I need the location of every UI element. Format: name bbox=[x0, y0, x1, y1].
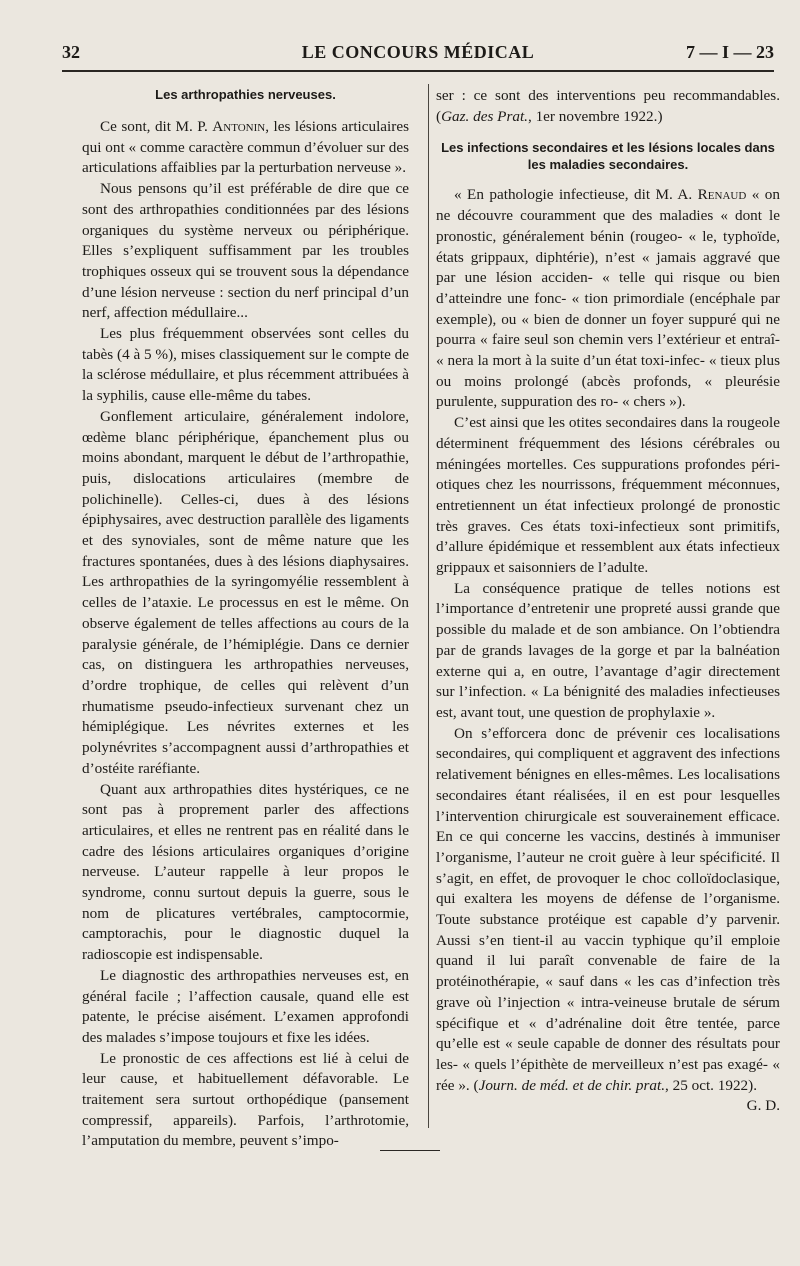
paragraph: Les plus fréquemment observées sont celles du tabès (4 à 5 %), mises classiquement sur le compte de la sclérose médullaire, et plus récemment attribuées à la syphilis, cause elle-même du tabes. bbox=[82, 325, 409, 405]
paragraph: Quant aux arthropathies dites hystériques, ce ne sont pas à proprement parler des affections articulaires, et elles ne rentrent pas en réalité dans le cadre des lésions articulaires organiques d’origine nerveuse. L’auteur rappelle à leur propos le syndrome, connu surtout depuis la guerre, sous le nom de plicatures vertébrales, camptocormie, camptorachis, pour le diagnostic duquel la radioscopie est indispensable. bbox=[82, 780, 409, 964]
page-number: 32 bbox=[62, 42, 80, 62]
issue-date: 7 — I — 23 bbox=[685, 42, 774, 62]
article-heading: Les infections secondaires et les lésions locales dans les maladies secondaires. bbox=[441, 140, 775, 173]
paragraph: « En pathologie infectieuse, dit M. A. Renaud « on ne découvre couramment que des maladies « dont le pronostic, généralement bénin (rougeo- « le, typhoïde, états grippaux, diphtérie), n’est « jamais aggravé que par une lésion acciden- « telle qui risque ou bien d’atteindre une fonc- « tion primordiale (encéphale par exemple), ou « bien de donner un foyer suppuré qui ne pourra « faire seul son chemin vers l’extérieur et entraî- « nera la mort à la suite d’un état toxi-infec- « tieux plus ou moins prolongé (abcès profonds, « pleurésie purulente, suppuration des ro- « chers »). bbox=[436, 186, 780, 411]
signature: G. D. bbox=[746, 1097, 780, 1115]
source-citation: Gaz. des Prat. bbox=[441, 107, 528, 125]
page-header bbox=[62, 38, 774, 68]
left-column bbox=[82, 86, 409, 1152]
paragraph: La conséquence pratique de telles notions est l’importance d’entretenir une propreté aussi grande que possible du malade et de son ambiance. On l’obtiendra par de grands lavages de la gorge et par la balnéation externe qui a, en outre, l’avantage d’agir directement sur l’infection. « La bénignité des maladies infectieuses est, avant tout, une question de prophylaxie ». bbox=[436, 579, 780, 721]
paragraph: Gonflement articulaire, généralement indolore, œdème blanc périphérique, épanchement plus ou moins abondant, marquent le début de l’arthropathie, puis, dislocations articulaires (membre de polichinelle). Celles-ci, dues à des lésions épiphysaires, avec destruction parallèle des ligaments et des synoviales, sont de même nature que les fractures spontanées, dues à des lésions diaphysaires. Les arthropathies de la syringomyélie ressemblent à celles de l’ataxie. Le processus en est le même. On observe également de telles affections au cours de la paralysie générale, de l’hémiplégie. Dans ce dernier cas, on distinguera les arthropathies nerveuses, d’ordre trophique, de celles qui relèvent d’un rhumatisme pseudo-infectieux survenant chez un hémiplégique. Les névrites externes et les polynévrites s’accompagnent aussi d’arthropathies et d’ostéite raréfiante. bbox=[82, 407, 409, 777]
author-name: Renaud bbox=[697, 186, 747, 204]
paragraph: Le diagnostic des arthropathies nerveuses est, en général facile ; l’affection causale, quand elle est patente, le précise aisément. L’examen approfondi des malades s’impose toujours et fixe les idées. bbox=[82, 966, 409, 1046]
paragraph: On s’efforcera donc de prévenir ces localisations secondaires, qui compliquent et aggravent des infections relativement bénignes en elles-mêmes. Les localisations secondaires étant réalisées, il en est pour lesquelles l’intervention chirurgicale est souverainement efficace. En ce qui concerne les vaccins, destinés à immuniser l’organisme, l’auteur ne croit guère à leur spécificité. Il s’agit, en effet, de provoquer le choc colloïdoclasique, qui exaltera les moyens de défense de l’organisme. Toute substance protéique est capable d’y parvenir. Aussi s’en tient-il au vaccin typhique qu’il emploie quand il lui paraît convenable de faire de la protéinothérapie, « sauf dans « les cas d’infection très grave où l’injection « intra-veineuse brutale de sérum spécifique et « d’adrénaline doit être tentée, parce qu’elle est « seule capable de donner des résultats pour les- « quels l’épithète de merveilleux n’est pas exagé- « rée ». (Journ. de méd. et de chir. prat., 25 oct. 1922). G. D. bbox=[436, 724, 780, 1097]
continuation-paragraph: ser : ce sont des interventions peu recommandables. (Gaz. des Prat., 1er novembre 1922.) bbox=[436, 87, 780, 125]
header-rule bbox=[62, 70, 774, 72]
article-heading: Les arthropathies nerveuses. bbox=[155, 87, 336, 102]
source-citation: Journ. de méd. et de chir. prat. bbox=[478, 1076, 666, 1094]
journal-title: LE CONCOURS MÉDICAL bbox=[301, 42, 535, 62]
paragraph: Nous pensons qu’il est préférable de dire que ce sont des arthropathies conditionnées par des lésions organiques du système nerveux ou périphérique. Elles s’expliquent suffisamment par les troubles trophiques osseux qui se trouvent sous la dépendance d’une lésion nerveuse : section du nerf principal d’un nerf, affection médullaire... bbox=[82, 180, 409, 322]
footer-rule bbox=[380, 1150, 440, 1151]
paragraph: Ce sont, dit M. P. Antonin, les lésions articulaires qui ont « comme caractère commun d’évoluer sur des articulations affaiblies par la perturbation nerveuse ». bbox=[82, 118, 409, 177]
paragraph: Le pronostic de ces affections est lié à celui de leur cause, et habituellement défavorable. Le traitement sera surtout orthopédique (pansement compressif, appareils). Parfois, l’arthrotomie, l’amputation du membre, peuvent s’impo- bbox=[82, 1049, 409, 1150]
author-name: Antonin bbox=[212, 118, 266, 135]
right-column bbox=[436, 86, 780, 1117]
column-divider bbox=[428, 84, 429, 1128]
paragraph: C’est ainsi que les otites secondaires dans la rougeole déterminent fréquemment des lésions cérébrales ou méningées mortelles. Ces suppurations profondes péri-otiques chez les nourrissons, fréquemment méconnues, entretiennent un état infectieux prolongé de pronostic très graves. Ces états toxi-infectieux sont primitifs, d’allure épidémique et ressemblent aux états infectieux grippaux et saisonniers de l’adulte. bbox=[436, 414, 780, 577]
